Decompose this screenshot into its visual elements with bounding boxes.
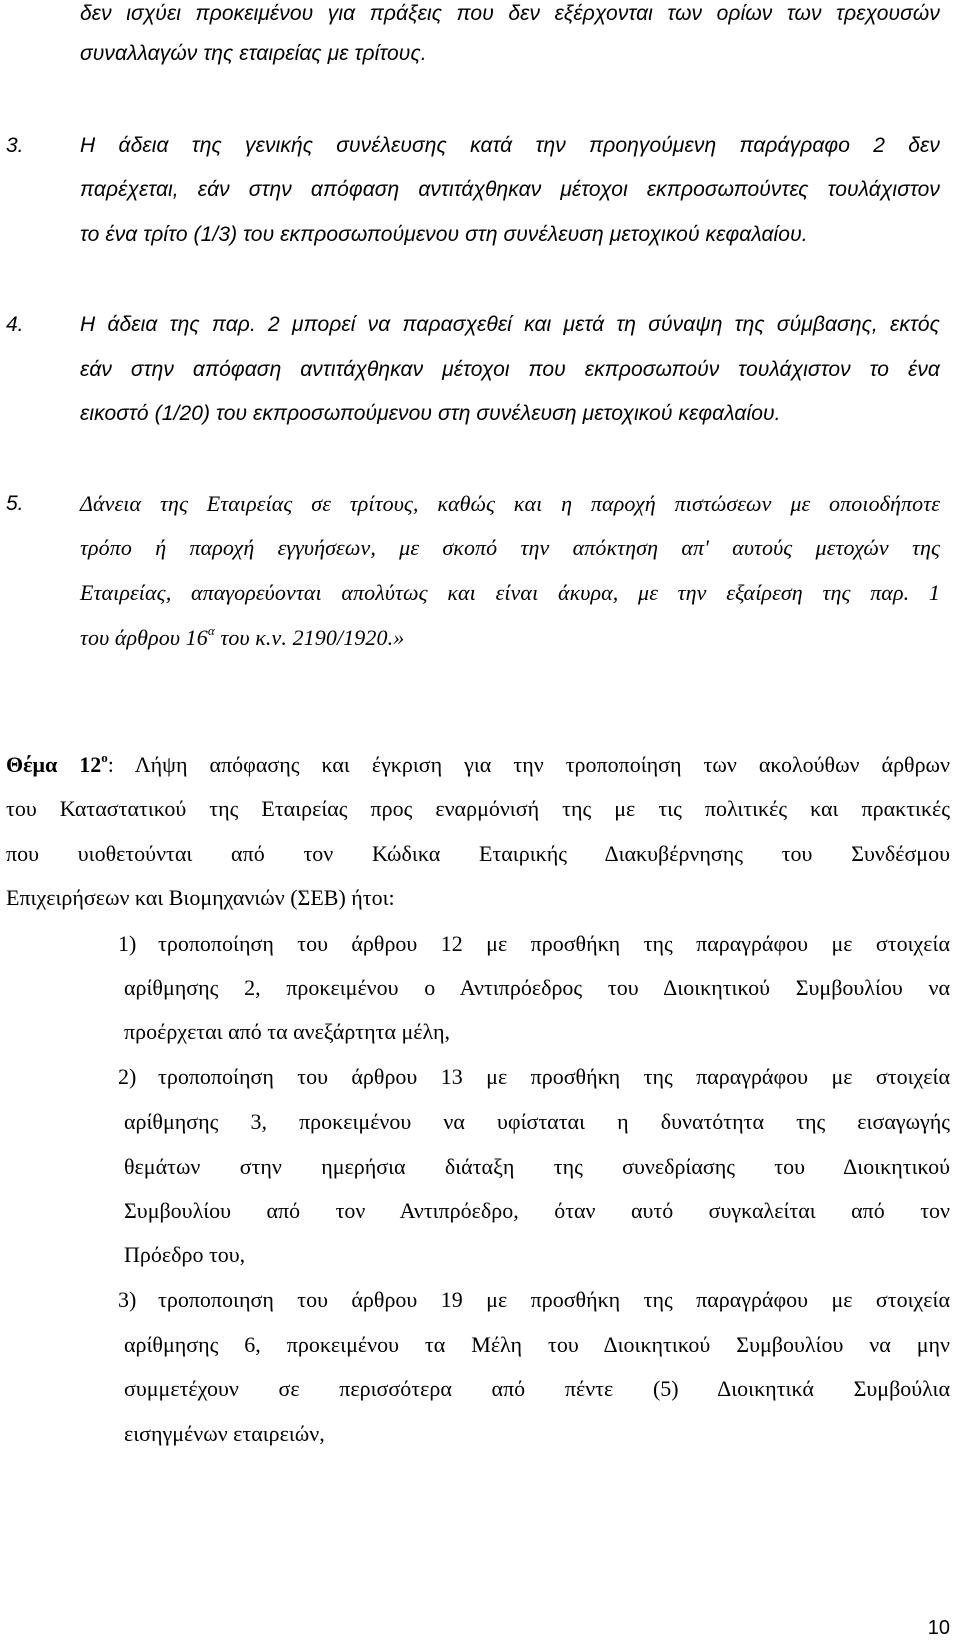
text-line: θεμάτων στην ημερήσια διάταξη της συνεδρίασης του Διοικητικού	[124, 1154, 950, 1179]
text-line: τροποποίηση του άρθρου 12 με προσθήκη της παραγράφου με στοιχεία	[158, 931, 950, 956]
text-line: τροποποιηση του άρθρου 19 με προσθήκη της παραγράφου με στοιχεία	[158, 1287, 950, 1312]
list-number: 3)	[118, 1287, 137, 1312]
superscript: α	[207, 623, 215, 638]
text-line: του Καταστατικού της Εταιρείας προς εναρμόνισή της με τις πολιτικές και πρακτικές	[6, 796, 950, 821]
text-line: Πρόεδρο του,	[124, 1242, 246, 1267]
paragraph-number: 5.	[6, 492, 24, 515]
text-line: Η άδεια της γενικής συνέλευσης κατά την προηγούμενη παράγραφο 2 δεν	[80, 134, 940, 157]
text-line: εικοστό (1/20) του εκπροσωπούμενου στη συνέλευση μετοχικού κεφαλαίου.	[80, 402, 781, 425]
text-line	[80, 624, 940, 655]
text-line: αρίθμησης 2, προκειμένου ο Αντιπρόεδρος του Διοικητικού Συμβουλίου να	[124, 975, 950, 1000]
text-fragment: : Λήψη απόφασης και έγκριση για την τροποποίηση των ακολούθων άρθρων	[107, 752, 950, 777]
text-line: Συμβουλίου από τον Αντιπρόεδρο, όταν αυτό συγκαλείται από τον	[124, 1198, 950, 1223]
text-line: Επιχειρήσεων και Βιομηχανιών (ΣΕΒ) ήτοι:	[6, 885, 395, 910]
text-line: δεν ισχύει προκειμένου για πράξεις που δεν εξέρχονται των ορίων των τρεχουσών	[80, 2, 940, 25]
text-line: τρόπο ή παροχή εγγυήσεων, με σκοπό την απόκτηση απ' αυτούς μετοχών της	[80, 535, 940, 560]
theme-heading-line	[6, 750, 950, 783]
text-line: εισηγμένων εταιρειών,	[124, 1421, 325, 1446]
paragraph-number: 3.	[6, 134, 24, 157]
text-line: που υιοθετούνται από τον Κώδικα Εταιρικής Διακυβέρνησης του Συνδέσμου	[6, 841, 950, 866]
text-line: Δάνεια της Εταιρείας σε τρίτους, καθώς και η παροχή πιστώσεων με οποιοδήποτε	[80, 491, 940, 516]
text-line: εάν στην απόφαση αντιτάχθηκαν μέτοχοι που εκπροσωπούν τουλάχιστον το ένα	[80, 358, 940, 381]
page-number: 10	[927, 1617, 950, 1639]
superscript: ο	[101, 750, 108, 765]
text-fragment: του κ.ν. 2190/1920.»	[214, 625, 405, 650]
text-fragment: του άρθρου 16	[80, 625, 208, 650]
text-line: αρίθμησης 6, προκειμένου τα Μέλη του Διοικητικού Συμβουλίου να μην	[124, 1332, 950, 1357]
text-line: συμμετέχουν σε περισσότερα από πέντε (5) Διοικητικά Συμβούλια	[124, 1376, 950, 1401]
list-number: 2)	[118, 1064, 137, 1089]
text-line: τροποποίηση του άρθρου 13 με προσθήκη της παραγράφου με στοιχεία	[158, 1064, 950, 1089]
text-line: το ένα τρίτο (1/3) του εκπροσωπούμενου στη συνέλευση μετοχικού κεφαλαίου.	[80, 223, 808, 246]
text-line: συναλλαγών της εταιρείας με τρίτους.	[80, 42, 427, 65]
text-line: αρίθμησης 3, προκειμένου να υφίσταται η δυνατότητα της εισαγωγής	[124, 1109, 950, 1134]
theme-label: Θέμα 12	[6, 752, 102, 777]
text-line: Εταιρείας, απαγορεύονται απολύτως και είναι άκυρα, με την εξαίρεση της παρ. 1	[80, 580, 940, 605]
paragraph-number: 4.	[6, 313, 24, 336]
text-line: Η άδεια της παρ. 2 μπορεί να παρασχεθεί και μετά τη σύναψη της σύμβασης, εκτός	[80, 313, 940, 336]
text-line: παρέχεται, εάν στην απόφαση αντιτάχθηκαν μέτοχοι εκπροσωπούντες τουλάχιστον	[80, 178, 940, 201]
text-line: προέρχεται από τα ανεξάρτητα μέλη,	[124, 1019, 451, 1044]
list-number: 1)	[118, 931, 137, 956]
